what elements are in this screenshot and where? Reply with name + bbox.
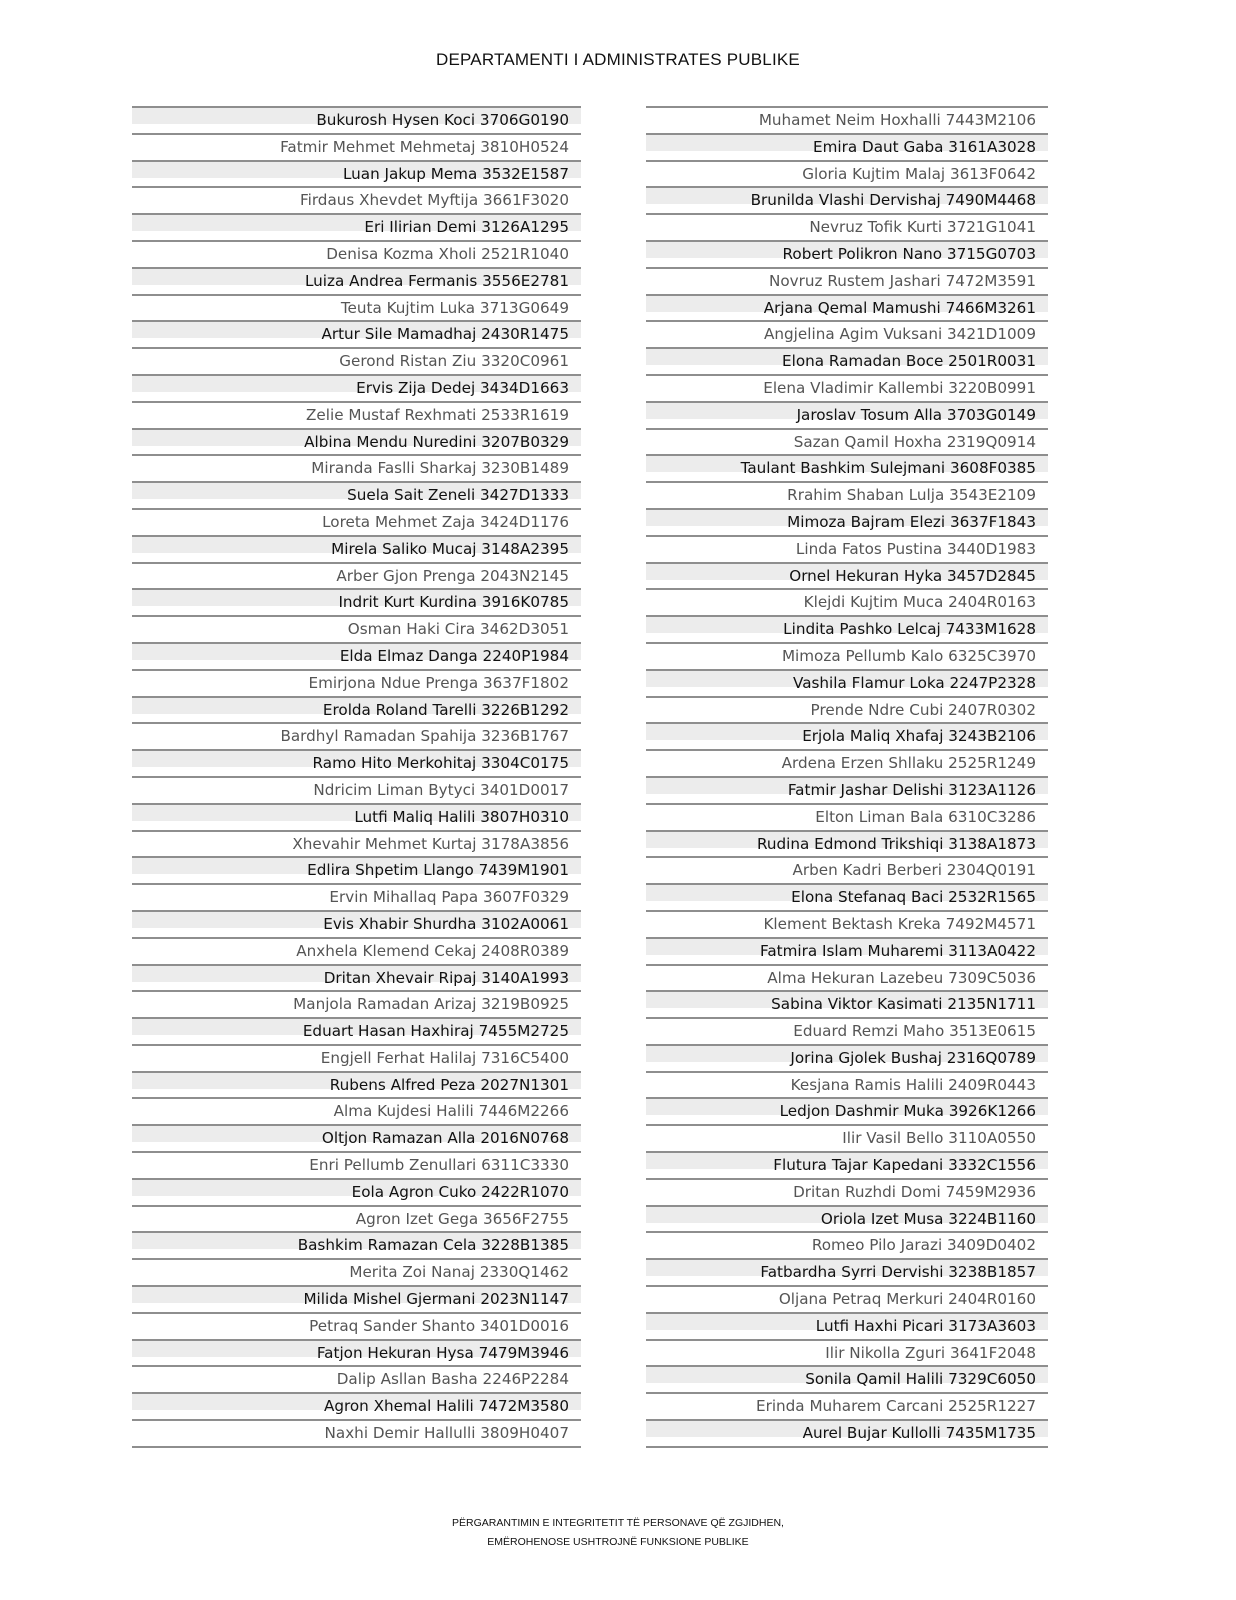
footer-line-1: PËRGARANTIMIN E INTEGRITETIT TË PERSONAVE QË ZGJIDHEN, [452,1517,784,1529]
name-row: Lutfi Haxhi Picari 3173A3603 [646,1312,1048,1339]
name-row: Ervin Mihallaq Papa 3607F0329 [132,883,581,910]
name-row: Robert Polikron Nano 3715G0703 [646,240,1048,267]
column-bottom-rule [646,1446,1048,1448]
name-row: Prende Ndre Cubi 2407R0302 [646,696,1048,723]
name-row: Alma Hekuran Lazebeu 7309C5036 [646,964,1048,991]
name-row: Erolda Roland Tarelli 3226B1292 [132,696,581,723]
name-row: Eri Ilirian Demi 3126A1295 [132,213,581,240]
name-row: Dritan Xhevair Ripaj 3140A1993 [132,964,581,991]
name-row: Rudina Edmond Trikshiqi 3138A1873 [646,830,1048,857]
name-row: Oljana Petraq Merkuri 2404R0160 [646,1285,1048,1312]
name-row: Emira Daut Gaba 3161A3028 [646,133,1048,160]
name-row: Manjola Ramadan Arizaj 3219B0925 [132,990,581,1017]
name-row: Teuta Kujtim Luka 3713G0649 [132,294,581,321]
name-row: Bashkim Ramazan Cela 3228B1385 [132,1231,581,1258]
name-row: Jorina Gjolek Bushaj 2316Q0789 [646,1044,1048,1071]
name-row: Loreta Mehmet Zaja 3424D1176 [132,508,581,535]
name-row: Elona Stefanaq Baci 2532R1565 [646,883,1048,910]
name-row: Indrit Kurt Kurdina 3916K0785 [132,588,581,615]
name-row: Gerond Ristan Ziu 3320C0961 [132,347,581,374]
name-row: Elda Elmaz Danga 2240P1984 [132,642,581,669]
name-row: Merita Zoi Nanaj 2330Q1462 [132,1258,581,1285]
name-row: Elton Liman Bala 6310C3286 [646,803,1048,830]
name-row: Klejdi Kujtim Muca 2404R0163 [646,588,1048,615]
name-row: Enri Pellumb Zenullari 6311C3330 [132,1151,581,1178]
name-row: Rrahim Shaban Lulja 3543E2109 [646,481,1048,508]
name-row: Erinda Muharem Carcani 2525R1227 [646,1392,1048,1419]
name-row: Ilir Nikolla Zguri 3641F2048 [646,1339,1048,1366]
name-row: Agron Xhemal Halili 7472M3580 [132,1392,581,1419]
name-row: Oltjon Ramazan Alla 2016N0768 [132,1124,581,1151]
name-row: Oriola Izet Musa 3224B1160 [646,1205,1048,1232]
name-row: Lindita Pashko Lelcaj 7433M1628 [646,615,1048,642]
name-row: Fatmir Jashar Delishi 3123A1126 [646,776,1048,803]
column-bottom-rule [132,1446,581,1448]
name-row: Flutura Tajar Kapedani 3332C1556 [646,1151,1048,1178]
name-row: Ndricim Liman Bytyci 3401D0017 [132,776,581,803]
name-row: Xhevahir Mehmet Kurtaj 3178A3856 [132,830,581,857]
name-row: Taulant Bashkim Sulejmani 3608F0385 [646,454,1048,481]
name-row: Luan Jakup Mema 3532E1587 [132,160,581,187]
page-title: DEPARTAMENTI I ADMINISTRATES PUBLIKE [436,50,800,69]
name-row: Firdaus Xhevdet Myftija 3661F3020 [132,186,581,213]
name-row: Vashila Flamur Loka 2247P2328 [646,669,1048,696]
name-row: Kesjana Ramis Halili 2409R0443 [646,1071,1048,1098]
name-row: Eduard Remzi Maho 3513E0615 [646,1017,1048,1044]
name-row: Evis Xhabir Shurdha 3102A0061 [132,910,581,937]
name-row: Sonila Qamil Halili 7329C6050 [646,1365,1048,1392]
name-row: Fatjon Hekuran Hysa 7479M3946 [132,1339,581,1366]
name-row: Arben Kadri Berberi 2304Q0191 [646,856,1048,883]
name-row: Sabina Viktor Kasimati 2135N1711 [646,990,1048,1017]
name-row: Ornel Hekuran Hyka 3457D2845 [646,562,1048,589]
name-row: Gloria Kujtim Malaj 3613F0642 [646,160,1048,187]
name-row: Romeo Pilo Jarazi 3409D0402 [646,1231,1048,1258]
name-row: Lutfi Maliq Halili 3807H0310 [132,803,581,830]
name-row: Nevruz Tofik Kurti 3721G1041 [646,213,1048,240]
name-row: Denisa Kozma Xholi 2521R1040 [132,240,581,267]
name-row: Brunilda Vlashi Dervishaj 7490M4468 [646,186,1048,213]
page-footer [0,1514,1236,1552]
name-row: Aurel Bujar Kullolli 7435M1735 [646,1419,1048,1446]
left-name-list [132,106,581,1448]
name-row: Zelie Mustaf Rexhmati 2533R1619 [132,401,581,428]
name-row: Eduart Hasan Haxhiraj 7455M2725 [132,1017,581,1044]
name-row: Albina Mendu Nuredini 3207B0329 [132,428,581,455]
name-row: Petraq Sander Shanto 3401D0016 [132,1312,581,1339]
name-row: Naxhi Demir Hallulli 3809H0407 [132,1419,581,1446]
name-row: Mirela Saliko Mucaj 3148A2395 [132,535,581,562]
right-name-list [646,106,1048,1448]
name-row: Fatbardha Syrri Dervishi 3238B1857 [646,1258,1048,1285]
name-row: Artur Sile Mamadhaj 2430R1475 [132,320,581,347]
name-row: Dalip Asllan Basha 2246P2284 [132,1365,581,1392]
name-row: Ilir Vasil Bello 3110A0550 [646,1124,1048,1151]
name-row: Arjana Qemal Mamushi 7466M3261 [646,294,1048,321]
name-row: Miranda Faslli Sharkaj 3230B1489 [132,454,581,481]
name-row: Agron Izet Gega 3656F2755 [132,1205,581,1232]
name-row: Suela Sait Zeneli 3427D1333 [132,481,581,508]
name-row: Muhamet Neim Hoxhalli 7443M2106 [646,106,1048,133]
name-row: Sazan Qamil Hoxha 2319Q0914 [646,428,1048,455]
name-row: Mimoza Bajram Elezi 3637F1843 [646,508,1048,535]
name-row: Fatmir Mehmet Mehmetaj 3810H0524 [132,133,581,160]
name-row: Engjell Ferhat Halilaj 7316C5400 [132,1044,581,1071]
name-row: Linda Fatos Pustina 3440D1983 [646,535,1048,562]
name-row: Ledjon Dashmir Muka 3926K1266 [646,1097,1048,1124]
name-row: Milida Mishel Gjermani 2023N1147 [132,1285,581,1312]
name-row: Ramo Hito Merkohitaj 3304C0175 [132,749,581,776]
name-row: Edlira Shpetim Llango 7439M1901 [132,856,581,883]
name-row: Jaroslav Tosum Alla 3703G0149 [646,401,1048,428]
name-row: Angjelina Agim Vuksani 3421D1009 [646,320,1048,347]
name-row: Anxhela Klemend Cekaj 2408R0389 [132,937,581,964]
name-row: Alma Kujdesi Halili 7446M2266 [132,1097,581,1124]
name-row: Rubens Alfred Peza 2027N1301 [132,1071,581,1098]
name-row: Emirjona Ndue Prenga 3637F1802 [132,669,581,696]
name-row: Ardena Erzen Shllaku 2525R1249 [646,749,1048,776]
name-row: Ervis Zija Dedej 3434D1663 [132,374,581,401]
name-row: Elena Vladimir Kallembi 3220B0991 [646,374,1048,401]
name-row: Elona Ramadan Boce 2501R0031 [646,347,1048,374]
footer-line-2: EMËROHENOSE USHTROJNË FUNKSIONE PUBLIKE [487,1536,749,1548]
name-row: Klement Bektash Kreka 7492M4571 [646,910,1048,937]
name-row: Eola Agron Cuko 2422R1070 [132,1178,581,1205]
name-row: Bardhyl Ramadan Spahija 3236B1767 [132,722,581,749]
name-row: Erjola Maliq Xhafaj 3243B2106 [646,722,1048,749]
name-row: Mimoza Pellumb Kalo 6325C3970 [646,642,1048,669]
name-row: Novruz Rustem Jashari 7472M3591 [646,267,1048,294]
name-row: Luiza Andrea Fermanis 3556E2781 [132,267,581,294]
name-row: Bukurosh Hysen Koci 3706G0190 [132,106,581,133]
name-row: Arber Gjon Prenga 2043N2145 [132,562,581,589]
name-row: Dritan Ruzhdi Domi 7459M2936 [646,1178,1048,1205]
name-row: Fatmira Islam Muharemi 3113A0422 [646,937,1048,964]
name-row: Osman Haki Cira 3462D3051 [132,615,581,642]
